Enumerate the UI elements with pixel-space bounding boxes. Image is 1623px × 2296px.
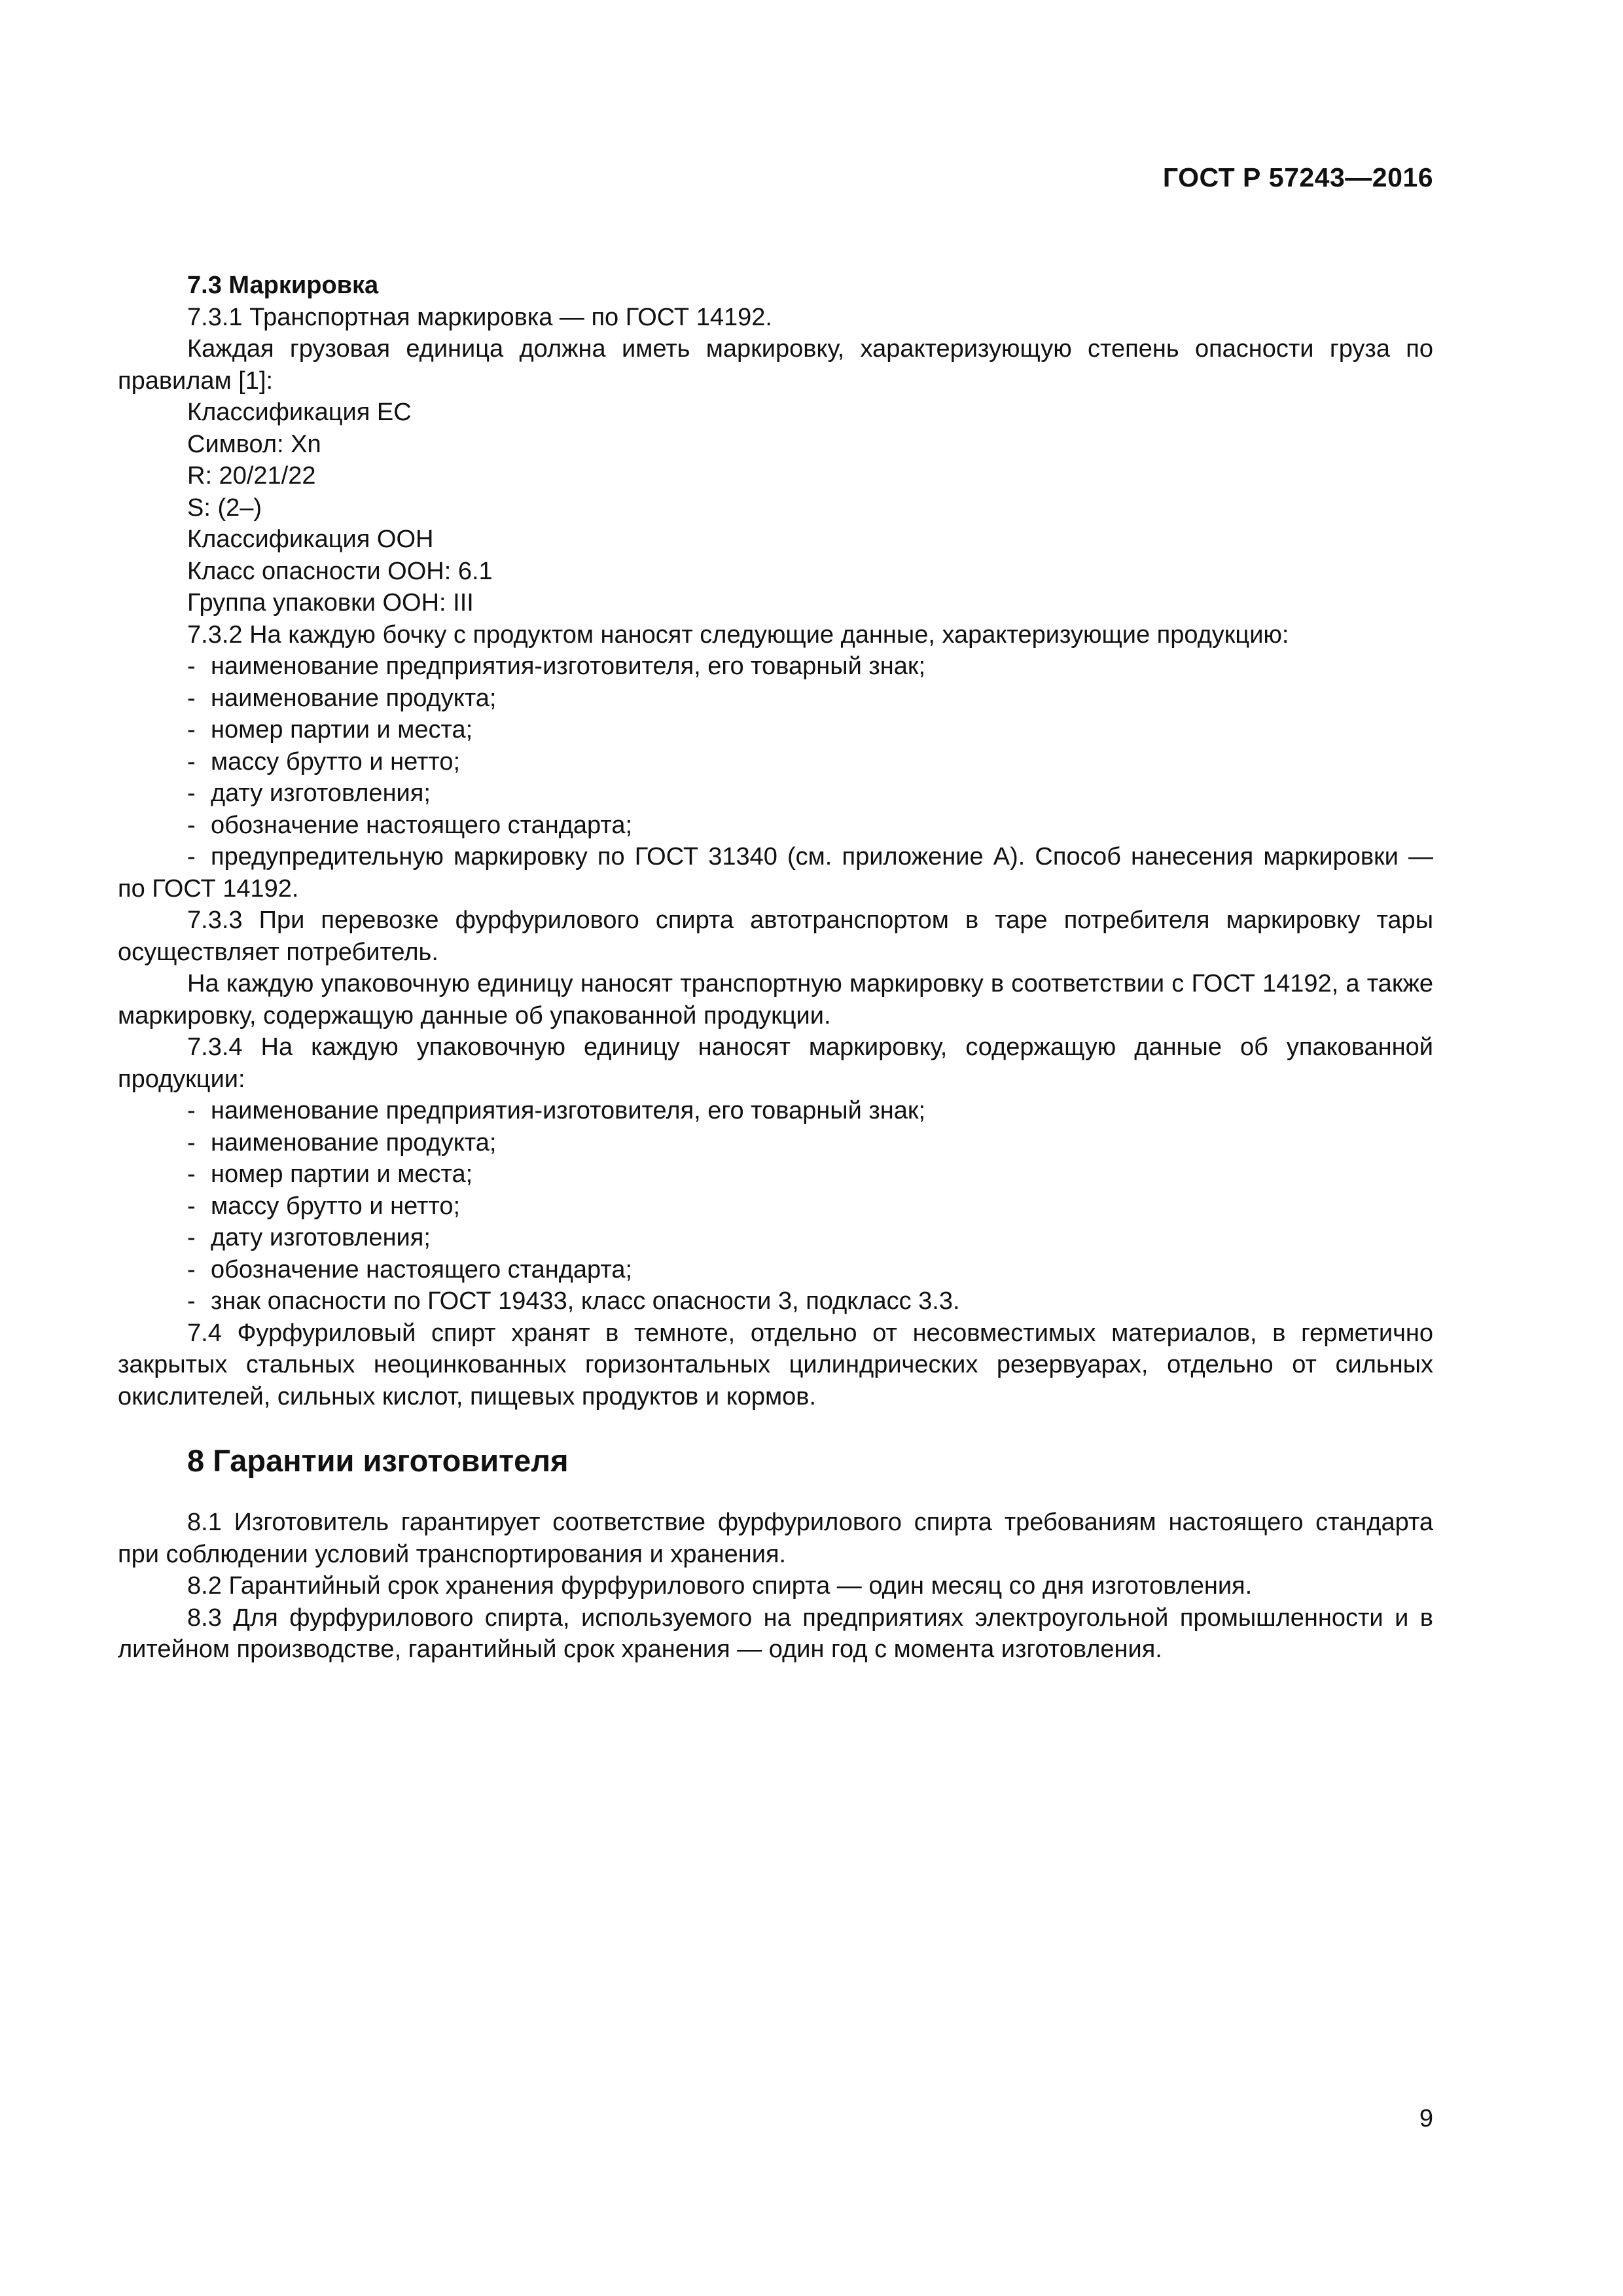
subsection-heading-7-3: 7.3 Маркировка [187,272,379,299]
list-item: - предупредительную маркировку по ГОСТ 31340 (см. приложение А). Способ нанесения маркировки — по ГОСТ 14192. [118,841,1433,905]
paragraph-7-3-1: 7.3.1 Транспортная маркировка — по ГОСТ 14192. [187,303,772,331]
classification-line: Символ: Xn [187,430,321,458]
list-item: - наименование предприятия-изготовителя, его товарный знак; [118,1095,1433,1127]
list-marker: - [187,843,196,870]
classification-line: Классификация ЕС [187,399,412,426]
list-item: - знак опасности по ГОСТ 19433, класс опасности 3, подкласс 3.3. [118,1285,1433,1318]
list-item: - обозначение настоящего стандарта; [118,1254,1433,1286]
classification-line: R: 20/21/22 [187,462,316,490]
list-item: - дату изготовления; [118,778,1433,810]
list-item: - массу брутто и нетто; [118,1191,1433,1223]
paragraph-8-3: 8.3 Для фурфурилового спирта, используемого на предприятиях электроугольной промышленности и в литейном производстве, гарантийный срок хранения — один год с момента изготовления. [118,1604,1433,1663]
list-marker: - [187,747,196,776]
list-item: - обозначение настоящего стандарта; [118,810,1433,842]
classification-line: S: (2–) [187,493,262,522]
list-item: - массу брутто и нетто; [118,746,1433,778]
list-item: - наименование предприятия-изготовителя, его товарный знак; [118,651,1433,683]
section-title-8: 8 Гарантии изготовителя [187,1443,569,1478]
page-number: 9 [1419,2105,1433,2132]
list-marker: - [187,1097,196,1124]
list-marker: - [187,1255,196,1283]
classification-line: Классификация ООН [187,526,434,553]
list-marker: - [187,716,196,744]
list-marker: - [187,684,196,712]
list-item: - наименование продукта; [118,683,1433,715]
document-body [118,270,1433,1666]
list-marker: - [187,780,196,807]
paragraph-cargo-marking: Каждая грузовая единица должна иметь маркировку, характеризующую степень опасности груза по правилам [1]: [118,335,1433,395]
list-marker: - [187,1192,196,1220]
list-marker: - [187,811,196,839]
classification-line: Группа упаковки ООН: III [187,589,474,617]
list-marker: - [187,1287,196,1315]
list-marker: - [187,1160,196,1188]
list-marker: - [187,653,196,680]
paragraph-7-3-3: 7.3.3 При перевозке фурфурилового спирта автотранспортом в таре потребителя маркировку тары осуществляет потребитель. [118,906,1433,966]
list-item: - наименование продукта; [118,1127,1433,1159]
barrel-marking-list [118,651,1433,905]
list-item: - дату изготовления; [118,1222,1433,1254]
paragraph-7-3-2: 7.3.2 На каждую бочку с продуктом наносят следующие данные, характеризующие продукцию: [187,620,1289,649]
paragraph-8-1: 8.1 Изготовитель гарантирует соответствие фурфурилового спирта требованиям настоящего стандарта при соблюдении условий транспортирования и хранения. [118,1509,1433,1568]
list-marker: - [187,1224,196,1251]
paragraph-7-3-4: 7.3.4 На каждую упаковочную единицу наносят маркировку, содержащую данные об упакованной продукции: [118,1033,1433,1093]
document-code-header: ГОСТ Р 57243—2016 [1162,162,1433,192]
paragraph-8-2: 8.2 Гарантийный срок хранения фурфурилового спирта — один месяц со дня изготовления. [187,1572,1253,1600]
list-item: - номер партии и места; [118,1158,1433,1191]
paragraph-7-3-3-continued: На каждую упаковочную единицу наносят транспортную маркировку в соответствии с ГОСТ 14192, а также маркировку, содержащую данные об упакованной продукции. [118,970,1433,1030]
classification-line: Класс опасности ООН: 6.1 [187,557,493,585]
list-marker: - [187,1128,196,1157]
package-marking-list [118,1095,1433,1318]
paragraph-7-4: 7.4 Фурфуриловый спирт хранят в темноте, отдельно от несовместимых материалов, в герметично закрытых стальных неоцинкованных горизонтальных цилиндрических резервуарах, отдельно от сильных окислителей, сильных кислот, пищевых продуктов и кормов. [118,1319,1433,1410]
list-item: - номер партии и места; [118,714,1433,746]
